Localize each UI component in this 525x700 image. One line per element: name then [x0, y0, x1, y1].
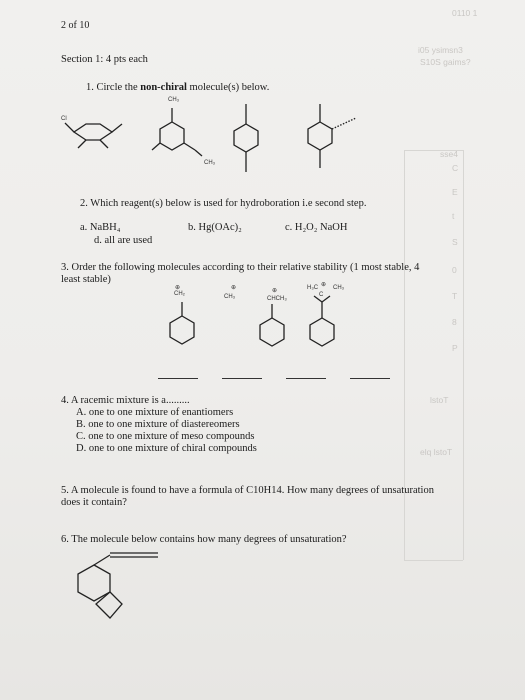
question-4-option-c: C. one to one mixture of meso compounds: [76, 431, 255, 442]
question-2-option-c: c. H₂O₂ NaOH: [285, 222, 348, 233]
ch3-label: CH₃: [204, 160, 216, 166]
charge-icon: ⊕: [272, 288, 278, 294]
h3c-label: H₃C: [307, 285, 319, 291]
answer-blank[interactable]: [222, 378, 262, 379]
faint-text: elq lstoT: [420, 447, 453, 457]
ch3-label: CH₃: [333, 285, 345, 291]
question-4-option-d: D. one to one mixture of chiral compounds: [76, 443, 257, 454]
faint-text: P: [452, 343, 458, 353]
faint-text: 8: [452, 317, 457, 327]
faint-text: C: [452, 163, 459, 173]
ring-bond: [96, 592, 122, 618]
bond: [152, 143, 160, 150]
question-4-option-a: A. one to one mixture of enantiomers: [76, 407, 234, 418]
page-counter: 2 of 10: [61, 20, 90, 31]
ch3-label: CH₃: [168, 97, 180, 103]
molecule-6-structure: [58, 543, 168, 653]
faint-text: T: [452, 291, 458, 301]
question-5-line-2: does it contain?: [61, 497, 127, 508]
faint-text: S10S gaims?: [420, 57, 471, 67]
question-1-text: [86, 82, 269, 94]
hashed-bond: [332, 118, 356, 129]
ring-bond: [74, 124, 112, 140]
bond: [78, 140, 86, 148]
answer-blank[interactable]: [158, 378, 198, 379]
faint-text: i05 ysimsn3: [418, 45, 463, 55]
molecule-3-structure: [224, 100, 274, 180]
carbocation-2-structure: [248, 292, 298, 362]
bond: [100, 140, 108, 148]
charge-icon: ⊕: [175, 285, 181, 291]
question-5-line-1: 5. A molecule is found to have a formula of C10H14. How many degrees of unsaturation: [61, 485, 434, 496]
answer-blank[interactable]: [350, 378, 390, 379]
question-3-line-2: least stable): [61, 274, 111, 285]
question-2-text: 2. Which reagent(s) below is used for hydroboration i.e second step.: [80, 198, 367, 209]
ring-bond: [234, 124, 258, 152]
table-line: [404, 150, 405, 560]
faint-text: S: [452, 237, 458, 247]
ring-bond: [310, 318, 334, 346]
carbocation-1-structure: [160, 288, 210, 358]
question-3-line-1: 3. Order the following molecules according to their relative stability (1 most stable, 4: [61, 262, 420, 273]
question-1-suffix: molecule(s) below.: [186, 82, 270, 93]
question-1-prefix: 1. Circle the: [86, 82, 141, 93]
molecule-1-structure: [58, 110, 128, 165]
ring-bond: [170, 316, 194, 344]
bond: [65, 123, 74, 132]
chlorine-label: Cl: [61, 116, 67, 122]
question-4-option-b: B. one to one mixture of diastereomers: [76, 419, 240, 430]
molecule-4-structure: [290, 96, 370, 176]
faint-text: lstoT: [430, 395, 449, 405]
charge-icon: ⊕: [231, 285, 237, 291]
question-2-option-a: a. NaBH₄: [80, 222, 121, 233]
question-1-bold: non-chiral: [140, 82, 187, 93]
bond: [112, 124, 122, 132]
chch3-label: CHCH₃: [267, 296, 287, 302]
faint-text: 0: [452, 265, 457, 275]
faint-text: t: [452, 211, 455, 221]
ring-bond: [260, 318, 284, 346]
answer-blank[interactable]: [286, 378, 326, 379]
question-2-option-d: d. all are used: [94, 235, 153, 246]
question-2-option-b: b. Hg(OAc)₂: [188, 222, 242, 233]
question-4-stem: 4. A racemic mixture is a.........: [61, 395, 190, 406]
ch2-label: CH₂: [174, 291, 185, 297]
bond: [195, 150, 202, 156]
question-6-text: 6. The molecule below contains how many degrees of unsaturation?: [61, 534, 347, 545]
section-title: Section 1: 4 pts each: [61, 54, 148, 65]
faint-text: E: [452, 187, 458, 197]
ring-bond: [160, 122, 184, 150]
bond: [184, 143, 195, 150]
bond: [94, 555, 110, 565]
ch3-label: CH₃: [224, 294, 236, 300]
carbon-label: C: [319, 292, 324, 298]
ring-bond: [308, 122, 332, 150]
faint-text: sse4: [440, 149, 458, 159]
charge-icon: ⊕: [321, 282, 327, 288]
molecule-2-structure: [140, 98, 210, 168]
table-line: [404, 560, 463, 561]
table-line: [463, 150, 464, 560]
corner-faint-text: 0110 1: [452, 8, 478, 18]
carbocation-3-structure: [296, 290, 356, 365]
